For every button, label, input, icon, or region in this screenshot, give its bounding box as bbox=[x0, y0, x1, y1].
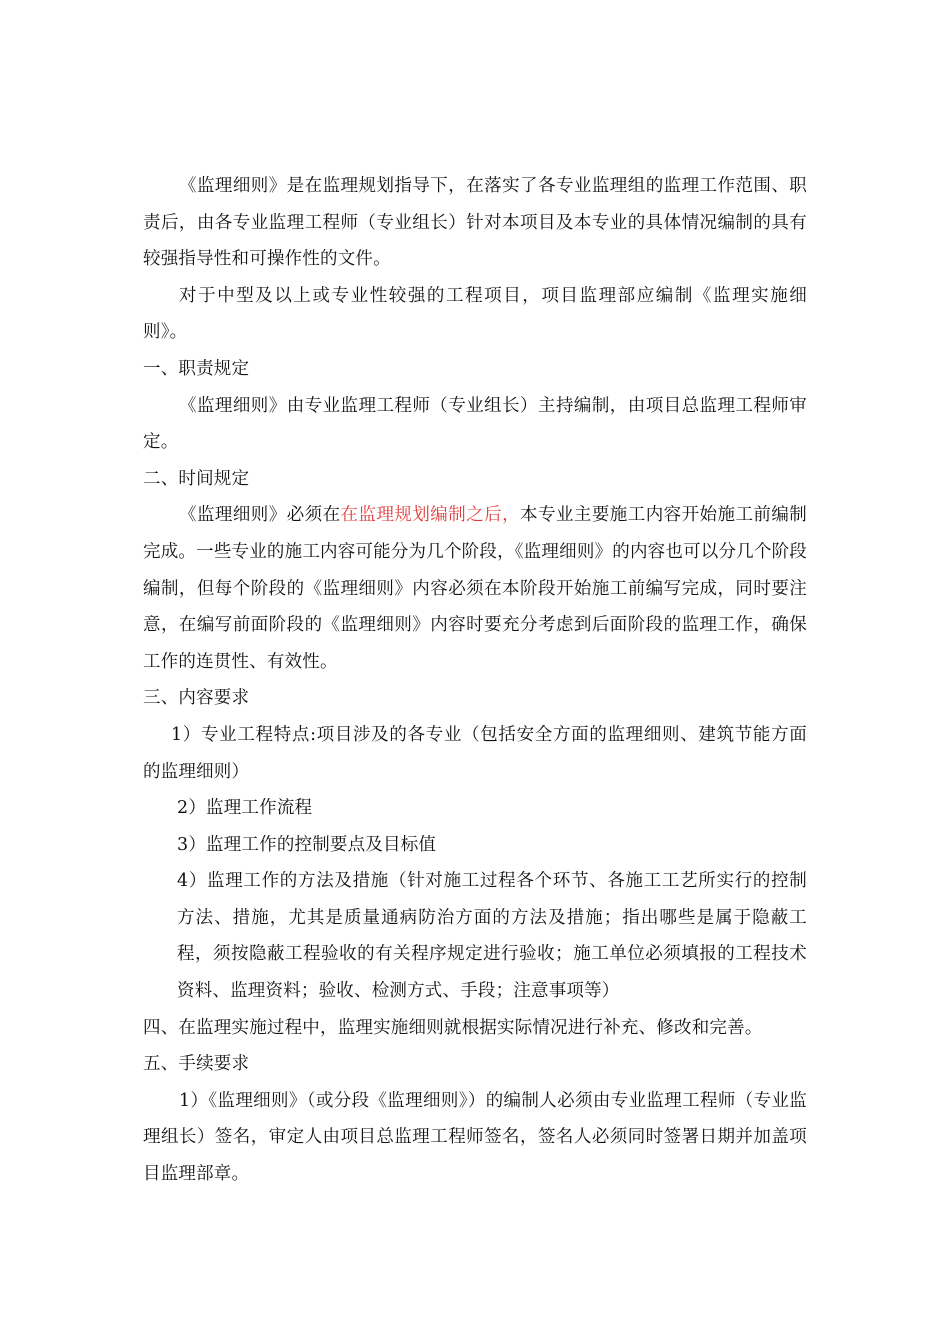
document-body bbox=[143, 168, 807, 1193]
section-4-heading: 四、在监理实施过程中，监理实施细则就根据实际情况进行补充、修改和完善。 bbox=[143, 1017, 763, 1038]
section-3-item-4: 4）监理工作的方法及措施（针对施工过程各个环节、各施工工艺所实行的控制方法、措施，尤其是质量通病防治方面的方法及措施；指出哪些是属于隐蔽工程，须按隐蔽工程验收的有关程序规定进行验收；施工单位必须填报的工程技术资料、监理资料；验收、检测方式、手段；注意事项等） bbox=[177, 871, 807, 1002]
section-2-text-after: 本专业主要施工内容开始施工前编制完成。一些专业的施工内容可能分为几个阶段，《监理细则》的内容也可以分几个阶段编制，但每个阶段的《监理细则》内容必须在本阶段开始施工前编写完成，同时要注意，在编写前面阶段的《监理细则》内容时要充分考虑到后面阶段的监理工作，确保工作的连贯性、有效性。 bbox=[143, 505, 807, 672]
section-3-item-1: 1）专业工程特点:项目涉及的各专业（包括安全方面的监理细则、建筑节能方面的监理细则） bbox=[143, 724, 807, 782]
section-2-heading: 二、时间规定 bbox=[143, 468, 250, 489]
section-3-item-2: 2）监理工作流程 bbox=[177, 798, 313, 819]
section-5-heading: 五、手续要求 bbox=[143, 1054, 250, 1075]
intro-paragraph-2: 对于中型及以上或专业性较强的工程项目，项目监理部应编制《监理实施细则》。 bbox=[143, 285, 807, 343]
section-1-heading: 一、职责规定 bbox=[143, 358, 250, 379]
section-3-item-3: 3）监理工作的控制要点及目标值 bbox=[177, 834, 437, 855]
section-1-paragraph: 《监理细则》由专业监理工程师（专业组长）主持编制，由项目总监理工程师审定。 bbox=[143, 395, 807, 453]
section-2-paragraph bbox=[143, 497, 807, 680]
section-2-highlight-text: 在监理规划编制之后， bbox=[340, 505, 521, 526]
section-2-text-before: 《监理细则》必须在 bbox=[179, 505, 341, 526]
section-3-heading: 三、内容要求 bbox=[143, 688, 250, 709]
section-5-item-1: 1）《监理细则》（或分段《监理细则》）的编制人必须由专业监理工程师（专业监理组长）签名，审定人由项目总监理工程师签名，签名人必须同时签署日期并加盖项目监理部章。 bbox=[143, 1090, 807, 1185]
intro-paragraph-1: 《监理细则》是在监理规划指导下，在落实了各专业监理组的监理工作范围、职责后，由各专业监理工程师（专业组长）针对本项目及本专业的具体情况编制的具有较强指导性和可操作性的文件。 bbox=[143, 176, 807, 270]
